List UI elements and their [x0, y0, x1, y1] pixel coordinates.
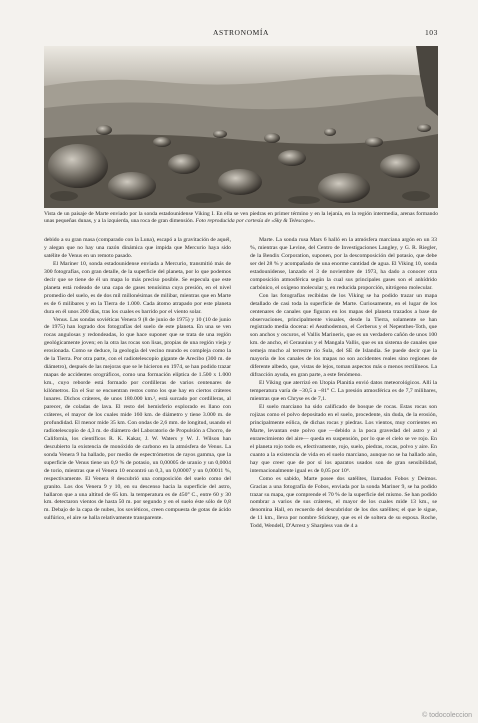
paragraph: Venus. Las sondas soviéticas Venera 9 (8 de junio de 1975) y 10 (10 de junio de 1975) han logrado dos fotografías del suelo de este planeta. En una se ven rocas angulosas y redondeadas, lo que hace suponer que se trata de una región geológicamente joven; en la otra las rocas son lisas, propias de una región vieja y erosionada. Como se deduce, la geología del vecino mundo es compleja como la de la Tierra. Por otra parte, con el radiotelescopio gigante de Arecibo (300 m. de diámetro), después de las mejoras que se le hicieron en 1974, se han podido trazar mapas de accidentes orográficos, como una formación elíptica de 1.500 x 1.000 km., cuyo reborde está formado por cordilleras de varios centenares de kilómetros. En el Sur se encuentran restos como los que hay en ciertos cráteres lunares. Dichos cráteres, de unos 180.000 km.², está surcado por cordilleras, al parecer, de coladas de lava. El resto del hemisferio explorado es llano con cráteres, el mayor de los cuales mide 160 km. de diámetro y tiene 3.000 m. de profundidad. El menor mide 35 km. Con ondas de 2,6 mm. de longitud, usando el radiotelescopio de 4,3 m. de diámetro del Laboratorio de Propulsión a Chorro, de California, los científicos R. K. Kakar, J. W. Waters y W. J. Wilson han descubierto la existencia de monóxido de carbono en la atmósfera de Venus. La sonda Venera 9 ha hallado, por medio de espectrómetros de rayos gamma, que la superficie de Venus tiene un 0,9 % de potasio, un 0,00005 de uranio y un 0,0004 de torio, mientras que el Venera 10 encontró un 0,3, un 0,00007 y un 0,00011 %, respectivamente. El Venera 8 descubrió una composición del suelo como del granito. Los dos Venera 9 y 10, en su descenso hacia la superficie del astro, hallaron que a una altitud de 65 km. la temperatura es de 450° C., entre 60 y 30 km. detectaron vientos de hasta 50 m. por segundo y en el suelo éste sólo de 0,8 m. Debajo de la capa de nubes, los soviéticos, creen compuesta de gotas de ácido sulfúrico, el aire se halla relativamente transparente. [44, 316, 231, 522]
paragraph: Marte. La sonda rusa Mars 6 halló en la atmósfera marciana argón en un 33 %, mientras que Levine, del Centro de Investigaciones Langley, y G. R. Riegler, de la Bendix Corporation, suponen, por la descomposición del potasio, que debe ser del 28 % y acompañado de una enorme cantidad de agua. El Viking 10, sonda estadounidense, lanzado el 3 de noviembre de 1973, ha dado a conocer otra composición atmosférica según la cual sus principales gases son el anhídrido carbónico, el oxígeno molecular y, en reducida proporción, nitrógeno molecular. [250, 237, 437, 291]
paragraph: El suelo marciano ha sido calificado de bosque de rocas. Estas rocas son rojizas como el polvo depositado en el suelo, procedente, sin duda, de la erosión, principalmente eólica, de dichas rocas y piedras. Los vientos, muy corrientes en Marte, levantan este polvo que —debido a la poca gravedad del astro y al enrarecimiento del aire— queda en suspensión, por lo que el cielo se ve rojo. En el planeta rojo todo es, efectivamente, rojo, suelo, piedras, rocas, polvo y aire. En cuanto a la existencia de vida en el suelo marciano, aunque no se ha hallado aún, hay que creer que de por sí los aparatos usados son de gran sensibilidad, internacionalmente igual es de 0,05 por 10⁶. [250, 404, 437, 474]
page-number: 103 [424, 28, 438, 37]
paragraph: Con las fotografías recibidas de los Viking se ha podido trazar un mapa detallado de casi toda la superficie de Marte. Curiosamente, en el lugar de los centenares de canales que figuran en los mapas del planeta trazados a base de observaciones, principalmente visuales, desde la Tierra, solamente se han registrado media docena: el Aeathodemon, el Cerberus y el Nepenthes-Toth, que son anchos y oscuros, el Vallis Marineris, que es un verdadero cañón de unos 100 km. de ancho, el Ceraunius y el Mangala Vallis, que es un sistema de canales que semeja mucho al terrestre río Sula, del SE de Islandia. Se puede decir que la mayoría de los canales de los mapas no son accidentes reales sino regiones de diferente albedo, que, vistas de lejos, toman aspectos más o menos rectilíneos. La difracción ayuda, en gran parte, a este fenómeno. [250, 292, 437, 379]
right-text-column [250, 237, 437, 531]
paragraph: debido a su gran masa (comparado con la Luna), escapó a la gravitación de aquél, y alegan que no hay una razón dinámica que impida que Mercurio haya sido satélite de Venus en un remoto pasado. [44, 237, 231, 259]
left-text-column [44, 237, 231, 523]
paragraph: El Viking que aterrizó en Utopia Planitia envió datos meteorológicos. Allí la temperatura varía de −30,5 a −81° C. La presión atmosférica es de 7,7 milibares, mientras que en Chryse es de 7,1. [250, 380, 437, 403]
paragraph: El Mariner 10, sonda estadounidense enviada a Mercurio, transmitió más de 300 fotografías, con gran detalle, de la superficie del planeta, por lo que podemos decir que se tiene de él un mapa lo más preciso posible. Se especula que este planeta está rodeado de una capa de gases tenuísima cuya presión, en el nivel promedio del suelo, es de dos mil millonésimas de milibar, mientras que en Marte es de 6 milibares y en la Tierra de 1.000. Cada átomo atrapado por este planeta dura en él unos 200 días, tras los cuales es barrido por el viento solar. [44, 260, 231, 315]
caption-credit: Foto reproducida por cortesía de «Sky & Telescope». [195, 218, 316, 225]
figure-caption [44, 211, 438, 226]
running-title: ASTRONOMÍA [212, 28, 269, 37]
caption-text: Vista de un paisaje de Marte enviado por la sonda estadounidense Viking I. En ella se ven piedras en primer término y en la lejanía, en la región intermedia, arenas formando unas pequeñas dunas, y a la izquierda, una roca de gran dimensión. [44, 211, 438, 225]
mars-landscape-photo [44, 46, 438, 208]
paragraph: Como es sabido, Marte posee dos satélites, llamados Fobos y Deimos. Gracias a una fotografía de Fobos, enviada por la sonda Mariner 9, se ha podido trazar su mapa, que comprende el 70 % de la superficie del mismo. Se han podido nombrar a varios de sus cráteres, el mayor de los cuales mide 13 km., se denomina Hall, en recuerdo del descubridor de los dos satélites; el que le sigue, de 11 km., lleva por nombre Stickney, que es el de soltera de su esposa. Roche, Todd, Wendell, D'Arrest y Sharpless van de 4 a [250, 475, 437, 530]
page-header [44, 28, 438, 40]
watermark: © todocoleccion [422, 712, 472, 719]
